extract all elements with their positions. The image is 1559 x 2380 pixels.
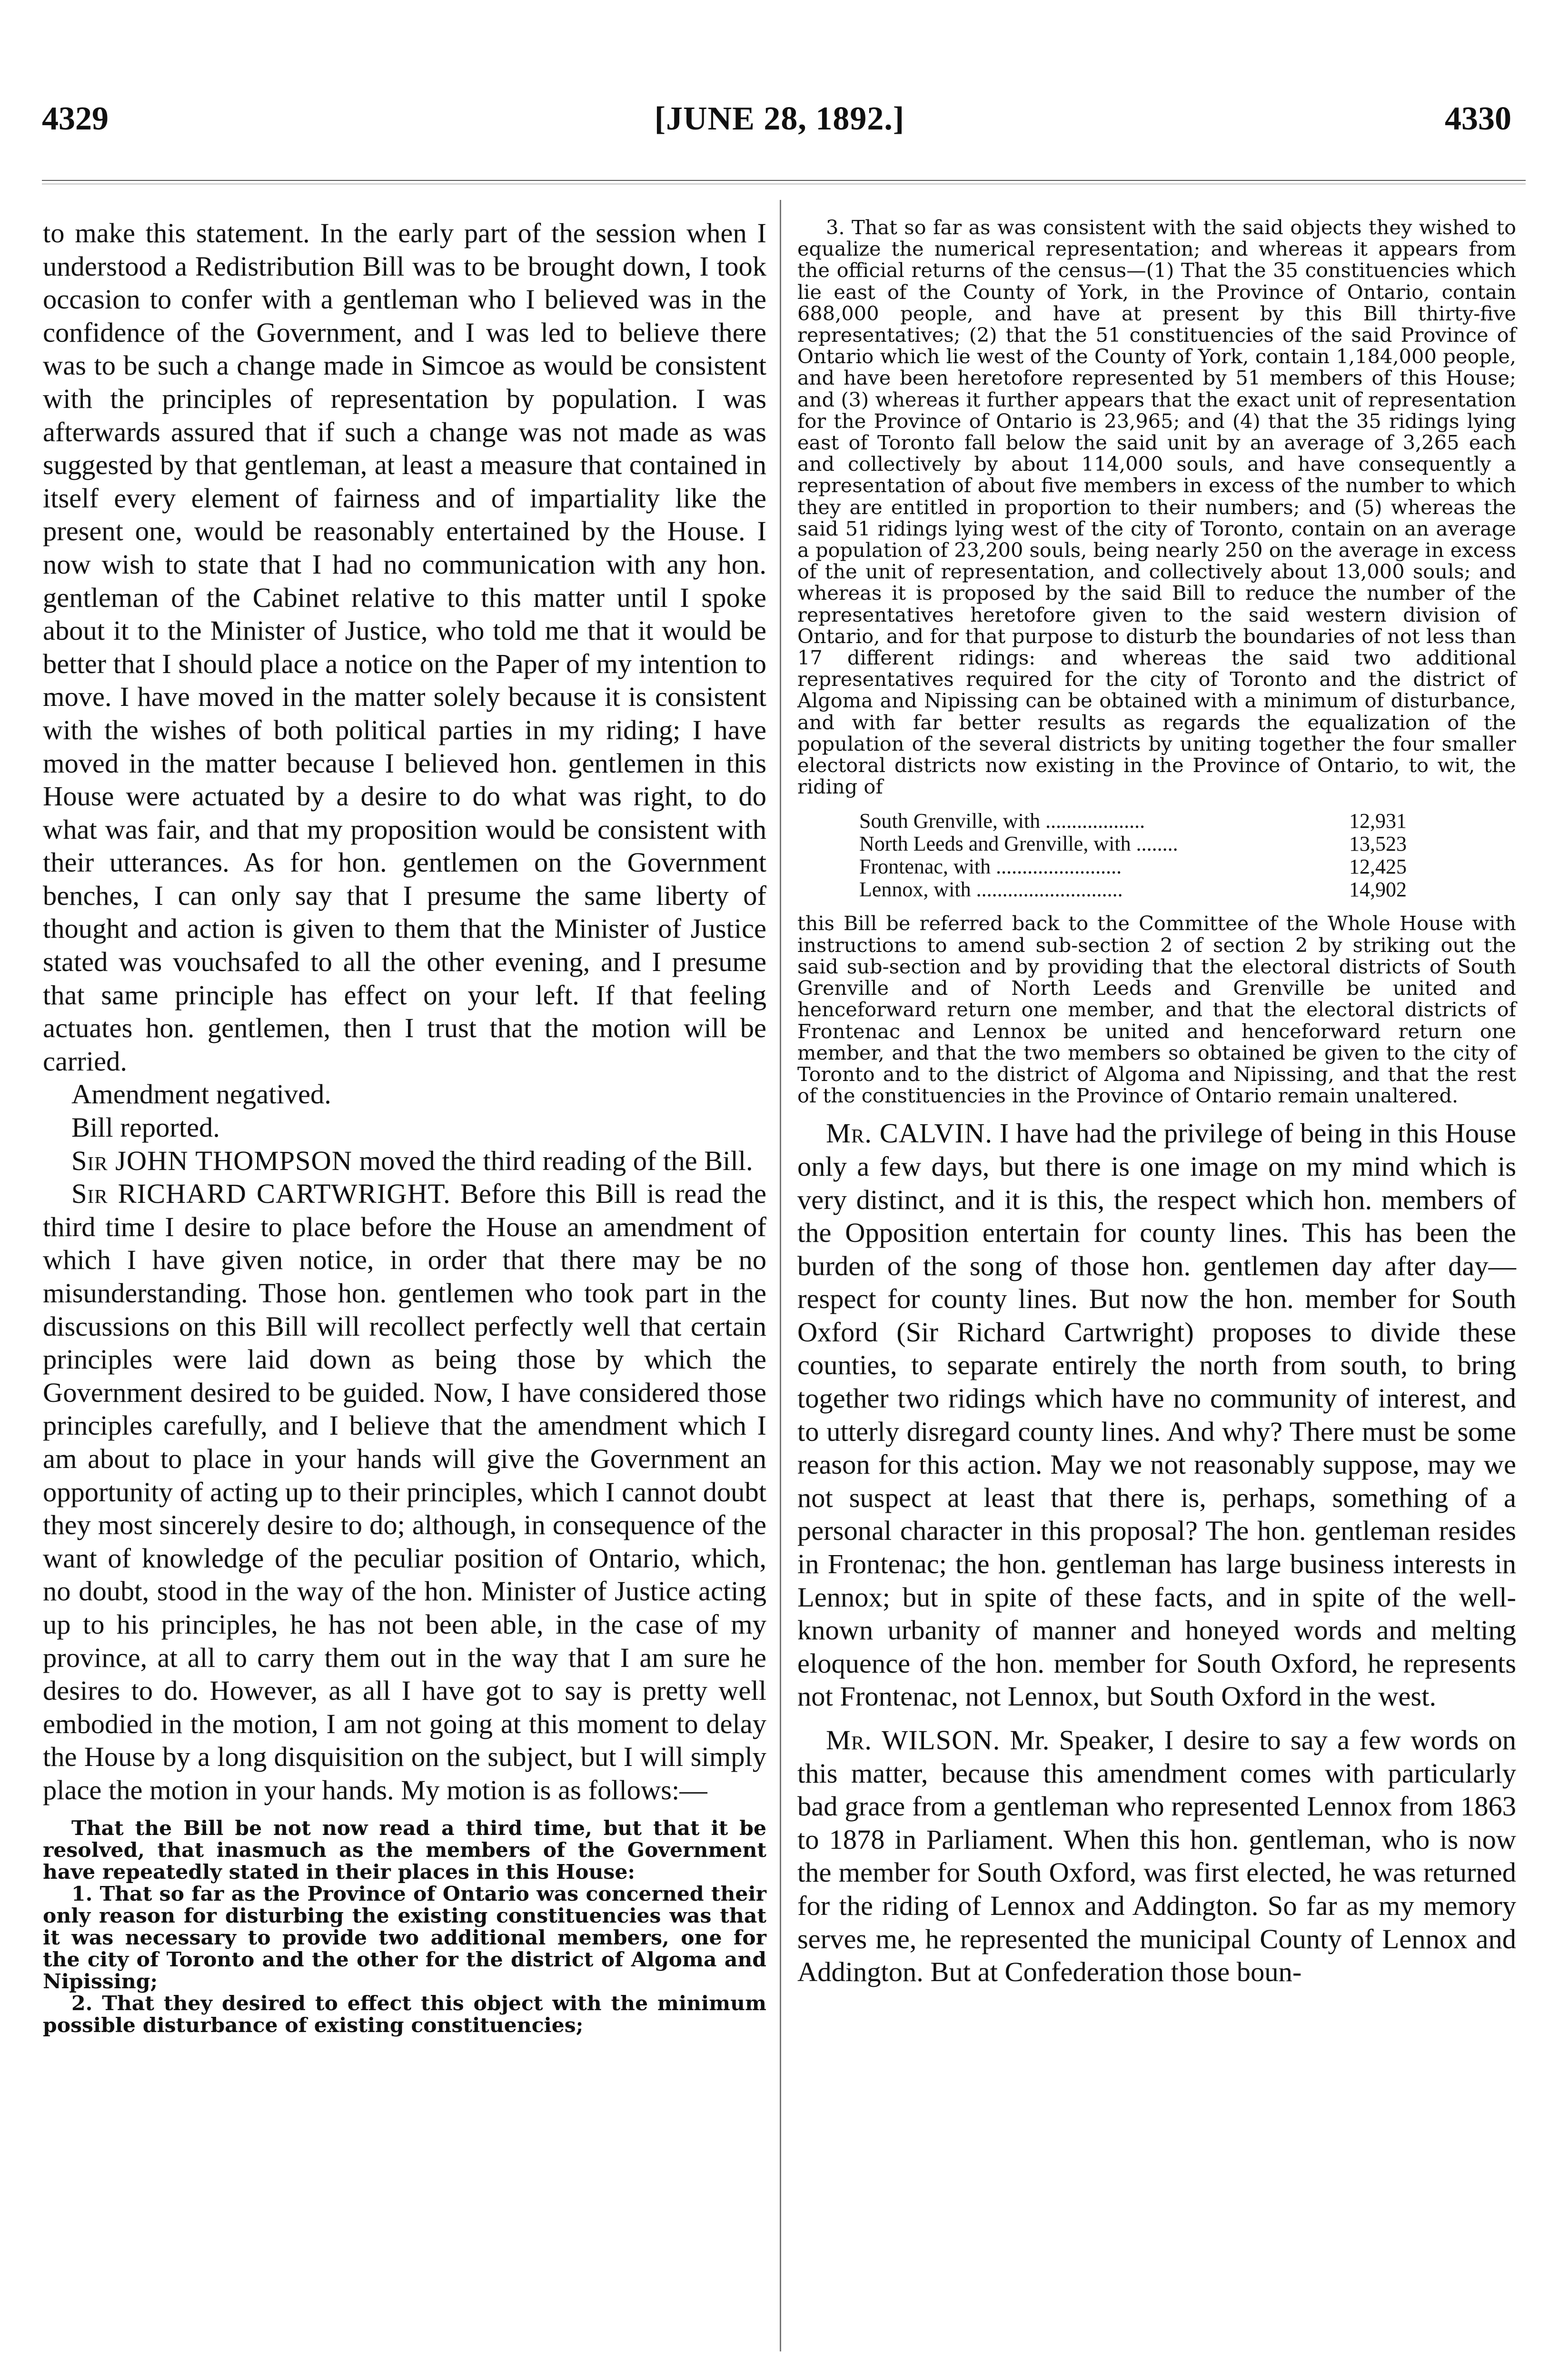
speech-text: Mr. Speaker, I desire to say a few words on this matter, because this amendment comes with particularly bad grace from a gentleman who represented Lennox from 1863 to 1878 in Parliament. When this hon. gentleman, who is now the member for South Oxford, was first elected, he was returned for the riding of Lennox and Addington. So far as my memory serves me, he represented the municipal County of Lennox and Addington. But at Confederation those boun-	[797, 1725, 1517, 1988]
speaker-name: Mr. CALVIN.	[826, 1118, 993, 1149]
page-date-header: [JUNE 28, 1892.]	[654, 100, 905, 137]
county-name: South Grenville, with ...................	[859, 809, 1145, 833]
speaker-name: Mr. WILSON.	[826, 1725, 1001, 1755]
column-divider	[780, 200, 781, 2351]
motion-text-intro: That the Bill be not now read a third time, but that it be resolved, that inasmuch as the members of the Government have repeatedly stated in their places in this House:	[43, 1816, 766, 1884]
speech-continuation: to make this statement. In the early part of the session when I understood a Redistribution Bill was to be brought down, I took occasion to confer with a gentleman who I believed was in the confidence of the Government, and I was led to believe there was to be such a change made in Simcoe as would be consistent with the principles of representation by population. I was afterwards assured that if such a change was not made as was suggested by that gentleman, at least a measure that contained in itself every element of fairness and of impartiality like the present one, would be reasonably entertained by the House. I now wish to state that I had no communication with any hon. gentleman of the Cabinet relative to this matter until I spoke about it to the Minister of Justice, who told me that it would be better that I should place a notice on the Paper of my intention to move. I have moved in the matter solely because it is consistent with the wishes of both political parties in my riding; I have moved in the matter because I believed hon. gentlemen in this House were actuated by a desire to do what was right, to do what was fair, and that my proposition would be consistent with their utterances. As for hon. gentlemen on the Government benches, I can only say that I presume the same liberty of thought and action is given to them that the Minister of Justice stated was vouchsafed to all the other evening, and I presume that same principle has effect on your left. If that feeling actuates hon. gentlemen, then I trust that the motion will be carried.	[43, 218, 766, 1077]
motion-third-reading	[43, 1144, 766, 1178]
page-number-left: 4329	[42, 100, 109, 137]
speech-cartwright	[43, 1177, 766, 1806]
motion-clause-2: 2. That they desired to effect this object with the minimum possible disturbance of existing constituencies;	[43, 1991, 766, 2037]
table-row	[859, 855, 1407, 878]
table-row	[859, 810, 1407, 833]
county-name: Lennox, with ............................	[859, 878, 1123, 902]
county-name: North Leeds and Grenville, with ........	[859, 832, 1178, 856]
page-number-right: 4330	[1445, 100, 1511, 137]
speech-text: moved the third reading of the Bill.	[352, 1145, 753, 1176]
county-name: Frontenac, with ........................	[859, 855, 1122, 879]
motion-clause-1: 1. That so far as the Province of Ontario was concerned their only reason for disturbing the existing constituencies was that it was necessary to provide two additional members, one for the city of Toronto and the other for the district of Algoma and Nipissing;	[43, 1882, 766, 1993]
speech-text: Before this Bill is read the third time I desire to place before the House an amendment of which I have given notice, in order that there may be no misunderstanding. Those hon. gentlemen who took part in the discussions on this Bill will recollect perfectly well that certain principles were laid down as being those by which the Government desired to be guided. Now, I have considered those principles carefully, and I believe that the amendment which I am about to place in your hands will give the Government an opportunity of acting up to their principles, which I cannot doubt they most sincerely desire to do; although, in consequence of the want of knowledge of the peculiar position of Ontario, which, no doubt, stood in the way of the hon. Minister of Justice acting up to his principles, he has not been able, in the case of my province, at all to carry them out in the way that I am sure he desires to do. However, as all I have got to say is pretty well embodied in the motion, I am not going at this moment to delay the House by a long disquisition on the subject, but I will simply place the motion in your hands. My motion is as follows:—	[43, 1178, 766, 1805]
county-population: 12,425	[1349, 855, 1407, 879]
motion-conclusion: this Bill be referred back to the Committee of the Whole House with instructions to amend sub-section 2 of section 2 by striking out the said sub-section and by providing that the electoral districts of South Grenville and of North Leeds and Grenville be united and henceforward return one member, and that the electoral districts of Frontenac and Lennox be united and henceforward return one member, and that the two members so obtained be given to the city of Toronto and to the district of Algoma and Nipissing, and that the rest of the constituencies in the Province of Ontario remain unaltered.	[797, 912, 1516, 1108]
table-row	[859, 833, 1407, 855]
right-column	[797, 217, 1516, 1989]
procedural-note-bill: Bill reported.	[71, 1112, 220, 1143]
county-population-table	[859, 810, 1407, 901]
county-population: 13,523	[1349, 832, 1407, 856]
speech-wilson	[797, 1724, 1516, 1989]
speech-text: I have had the privilege of being in this House only a few days, but there is one image on my mind which is very distinct, and it is this, the respect which hon. members of the Opposition entertain for county lines. This has been the burden of the song of those hon. gentlemen day after day—respect for county lines. But now the hon. member for South Oxford (Sir Richard Cartwright) proposes to divide these counties, to separate entirely the north from south, to bring together two ridings which have no community of interest, and to utterly disregard county lines. And why? There must be some reason for this action. May we not reasonably suppose, may we not suspect at least that there is, perhaps, something of a personal character in this proposal? The hon. gentleman resides in Frontenac; the hon. gentleman has large business interests in Lennox; but in spite of these facts, and in spite of the well-known urbanity of manner and honeyed words and melting eloquence of the hon. member for South Oxford, he represents not Frontenac, not Lennox, but South Oxford in the west.	[797, 1118, 1517, 1712]
table-row	[859, 878, 1407, 901]
header-rule	[42, 180, 1526, 181]
speaker-name: Sir JOHN THOMPSON	[71, 1145, 353, 1176]
procedural-note-amendment: Amendment negatived.	[71, 1079, 331, 1110]
county-population: 12,931	[1349, 809, 1407, 833]
motion-clause-3: 3. That so far as was consistent with the said objects they wished to equalize the numerical representation; and whereas it appears from the official returns of the census—(1) That the 35 constituencies which lie east of the County of York, in the Province of Ontario, contain 688,000 people, and have at present by this Bill thirty-five representatives; (2) that the 51 constituencies of the said Province of Ontario which lie west of the County of York, contain 1,184,000 people, and have been heretofore represented by 51 members of this House; and (3) whereas it further appears that the exact unit of representation for the Province of Ontario is 23,965; and (4) that the 35 ridings lying east of Toronto fall below the said unit by an average of 3,265 each and collectively by about 114,000 souls, and have consequently a representation of about five members in excess of the number to which they are entitled in proportion to their numbers; and (5) whereas the said 51 ridings lying west of the city of Toronto, contain on an average a population of 23,200 souls, being nearly 250 on the average in excess of the unit of representation, and collectively about 13,000 souls; and whereas it is proposed by the said Bill to reduce the number of the representatives heretofore given to the said western division of Ontario, and for that purpose to disturb the boundaries of not less than 17 different ridings: and whereas the said two additional representatives required for the city of Toronto and the district of Algoma and Nipissing can be obtained with a minimum of disturbance, and with far better results as regards the equalization of the population of the several districts by uniting together the four smaller electoral districts now existing in the Province of Ontario, to wit, the riding of	[797, 216, 1516, 799]
left-column	[43, 217, 766, 2036]
speaker-name: Sir RICHARD CARTWRIGHT.	[71, 1178, 451, 1210]
speech-calvin	[797, 1117, 1516, 1713]
county-population: 14,902	[1349, 878, 1407, 902]
